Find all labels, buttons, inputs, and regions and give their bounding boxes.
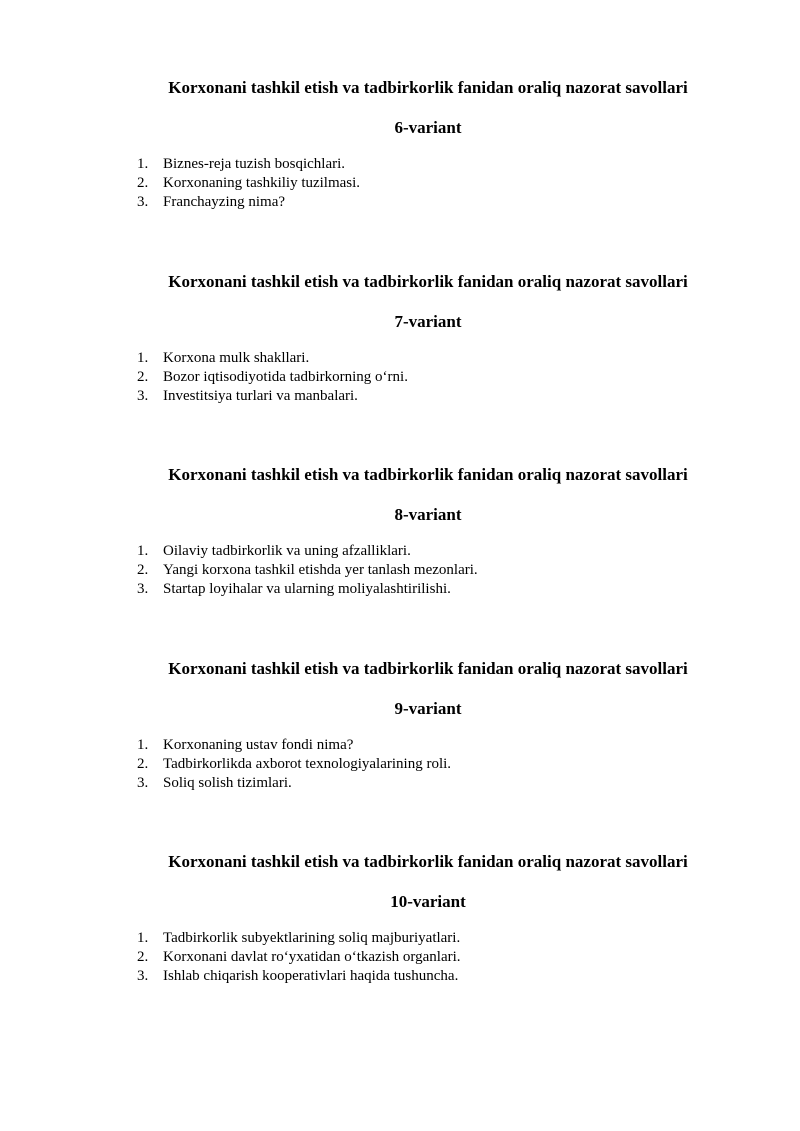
section-title: Korxonani tashkil etish va tadbirkorlik fanidan oraliq nazorat savollari xyxy=(168,78,688,97)
variant-heading: 8-variant xyxy=(394,505,462,524)
question-text: Soliq solish tizimlari. xyxy=(163,775,292,791)
variant-heading: 10-variant xyxy=(390,892,466,911)
section-title: Korxonani tashkil etish va tadbirkorlik fanidan oraliq nazorat savollari xyxy=(168,465,688,484)
question-text: Yangi korxona tashkil etishda yer tanlash mezonlari. xyxy=(163,562,478,578)
question-number: 3. xyxy=(137,775,149,791)
question-number: 3. xyxy=(137,581,149,597)
question-text: Tadbirkorlikda axborot texnologiyalarining roli. xyxy=(163,756,452,772)
question-text: Oilaviy tadbirkorlik va uning afzalliklari. xyxy=(163,543,411,559)
section-title: Korxonani tashkil etish va tadbirkorlik fanidan oraliq nazorat savollari xyxy=(168,272,688,291)
question-number: 2. xyxy=(137,562,149,578)
question-text: Korxonaning ustav fondi nima? xyxy=(163,737,354,753)
question-number: 1. xyxy=(137,930,149,946)
question-text: Korxona mulk shakllari. xyxy=(163,350,310,366)
question-number: 2. xyxy=(137,369,149,385)
question-number: 1. xyxy=(137,350,149,366)
variant-heading: 6-variant xyxy=(394,118,462,137)
question-text: Korxonaning tashkiliy tuzilmasi. xyxy=(163,175,361,191)
question-number: 1. xyxy=(137,737,149,753)
question-number: 3. xyxy=(137,194,149,210)
question-text: Investitsiya turlari va manbalari. xyxy=(163,388,358,404)
question-text: Ishlab chiqarish kooperativlari haqida tushuncha. xyxy=(163,968,459,984)
section-title: Korxonani tashkil etish va tadbirkorlik fanidan oraliq nazorat savollari xyxy=(168,852,688,871)
question-number: 2. xyxy=(137,175,149,191)
question-text: Tadbirkorlik subyektlarining soliq majburiyatlari. xyxy=(163,930,461,946)
variant-heading: 7-variant xyxy=(394,312,462,331)
question-text: Franchayzing nima? xyxy=(163,194,286,210)
question-number: 3. xyxy=(137,968,149,984)
question-number: 1. xyxy=(137,156,149,172)
question-number: 3. xyxy=(137,388,149,404)
question-number: 2. xyxy=(137,949,149,965)
question-text: Bozor iqtisodiyotida tadbirkorning o‘rni. xyxy=(163,369,408,385)
variant-heading: 9-variant xyxy=(394,699,462,718)
question-number: 1. xyxy=(137,543,149,559)
section-title: Korxonani tashkil etish va tadbirkorlik fanidan oraliq nazorat savollari xyxy=(168,659,688,678)
question-text: Korxonani davlat ro‘yxatidan o‘tkazish organlari. xyxy=(163,949,461,965)
question-text: Startap loyihalar va ularning moliyalashtirilishi. xyxy=(163,581,451,597)
question-number: 2. xyxy=(137,756,149,772)
question-text: Biznes-reja tuzish bosqichlari. xyxy=(163,156,346,172)
